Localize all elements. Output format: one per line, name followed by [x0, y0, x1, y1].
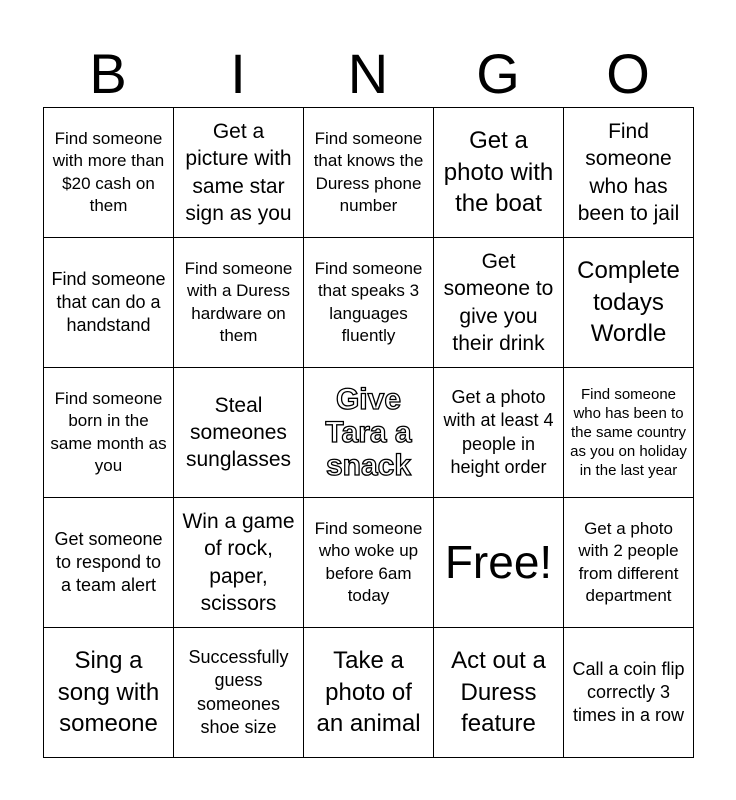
bingo-cell-text: Get a picture with same star sign as you [185, 119, 292, 225]
bingo-cell-r3-c2[interactable] [174, 368, 304, 498]
bingo-cell-r3-c5[interactable] [564, 368, 694, 498]
bingo-cell-r1-c1[interactable] [44, 108, 174, 238]
bingo-cell-r4-c4[interactable] [434, 498, 564, 628]
bingo-cell-r2-c3[interactable] [304, 238, 434, 368]
bingo-cell-r5-c4[interactable] [434, 628, 564, 758]
bingo-cell-text: Find someone who woke up before 6am today [314, 519, 423, 605]
bingo-cell-r4-c1[interactable] [44, 498, 174, 628]
bingo-cell-r1-c3[interactable] [304, 108, 434, 238]
bingo-cell-text: Find someone with a Duress hardware on them [184, 259, 293, 345]
header-letter-g: G [476, 42, 520, 105]
bingo-cell-text: Free! [444, 536, 553, 589]
bingo-cell-text: Act out a Duress feature [451, 646, 546, 738]
bingo-cell-text: Give Tara a snack [325, 383, 412, 482]
bingo-cell-text: Complete todays Wordle [577, 256, 680, 348]
bingo-cell-r4-c2[interactable] [174, 498, 304, 628]
bingo-cell-text: Successfully guess someones shoe size [188, 647, 289, 737]
bingo-cell-text: Get someone to give you their drink [443, 249, 554, 355]
bingo-card-grid [43, 107, 694, 758]
header-letter-o: O [606, 42, 650, 105]
header-letter-i: I [230, 42, 246, 105]
bingo-cell-r3-c4[interactable] [434, 368, 564, 498]
bingo-cell-text: Get a photo with the boat [443, 126, 554, 218]
bingo-cell-text: Sing a song with someone [57, 646, 160, 738]
bingo-header [43, 40, 693, 108]
bingo-cell-text: Find someone born in the same month as you [50, 389, 167, 475]
bingo-cell-r5-c5[interactable] [564, 628, 694, 758]
bingo-cell-r1-c4[interactable] [434, 108, 564, 238]
bingo-cell-text: Get a photo with 2 people from different department [578, 519, 679, 605]
bingo-cell-r2-c2[interactable] [174, 238, 304, 368]
bingo-cell-text: Take a photo of an animal [316, 646, 421, 738]
bingo-cell-text: Find someone who has been to jail [577, 119, 680, 225]
bingo-cell-r3-c1[interactable] [44, 368, 174, 498]
bingo-cell-r2-c5[interactable] [564, 238, 694, 368]
bingo-cell-text: Get someone to respond to a team alert [54, 528, 163, 596]
bingo-cell-r5-c3[interactable] [304, 628, 434, 758]
bingo-cell-text: Find someone that knows the Duress phone number [313, 129, 424, 215]
bingo-cell-r4-c5[interactable] [564, 498, 694, 628]
bingo-cell-text: Find someone that speaks 3 languages fluently [314, 259, 423, 345]
bingo-cell-r5-c2[interactable] [174, 628, 304, 758]
bingo-cell-r4-c3[interactable] [304, 498, 434, 628]
bingo-cell-text: Find someone who has been to the same country as you on holiday in the last year [570, 385, 687, 480]
bingo-cell-r1-c5[interactable] [564, 108, 694, 238]
bingo-cell-text: Find someone that can do a handstand [51, 268, 166, 336]
bingo-cell-r3-c3[interactable] [304, 368, 434, 498]
bingo-cell-r5-c1[interactable] [44, 628, 174, 758]
header-letter-b: B [89, 42, 127, 105]
bingo-cell-text: Get a photo with at least 4 people in height order [443, 387, 554, 477]
bingo-cell-text: Win a game of rock, paper, scissors [182, 509, 295, 615]
bingo-cell-r1-c2[interactable] [174, 108, 304, 238]
bingo-cell-text: Steal someones sunglasses [185, 393, 292, 472]
bingo-cell-r2-c1[interactable] [44, 238, 174, 368]
bingo-cell-text: Find someone with more than $20 cash on them [52, 129, 165, 215]
bingo-cell-text: Call a coin flip correctly 3 times in a row [572, 658, 685, 726]
header-letter-n: N [347, 42, 389, 105]
bingo-cell-r2-c4[interactable] [434, 238, 564, 368]
